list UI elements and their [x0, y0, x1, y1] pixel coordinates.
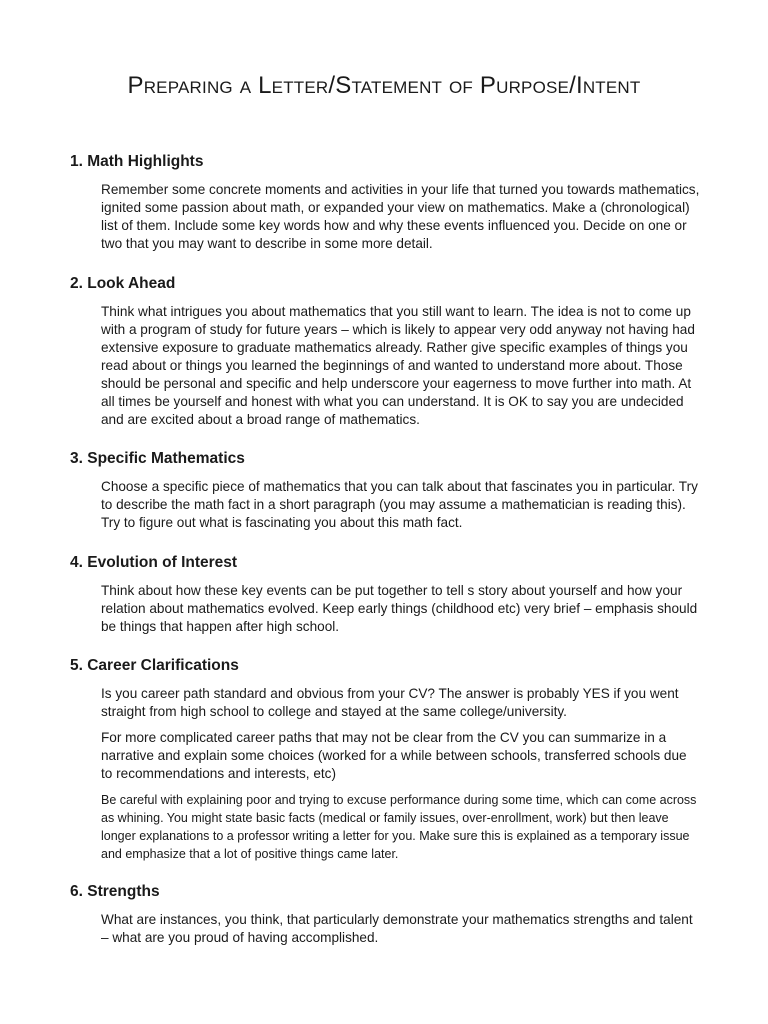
document-title: Preparing a Letter/Statement of Purpose/Intent [127, 72, 641, 99]
section-evolution-of-interest [0, 554, 768, 636]
section-paragraph: For more complicated career paths that may not be clear from the CV you can summarize in a narrative and explain some choices (worked for a while between schools, transferred schools due to recommendations and interests, etc) [101, 730, 687, 781]
section-career-clarifications [0, 657, 768, 863]
section-heading: 1. Math Highlights [70, 153, 204, 170]
section-paragraph: Remember some concrete moments and activities in your life that turned you towards mathematics, ignited some passion about math, or expanded your view on mathematics. Make a (chronological) list of them. Include some key words how and why these events influenced you. Decide on one or two that you may want to describe in some more detail. [101, 182, 700, 251]
section-specific-mathematics [0, 450, 768, 532]
section-heading: 5. Career Clarifications [70, 657, 239, 674]
section-heading: 3. Specific Mathematics [70, 450, 245, 467]
section-paragraph: Think what intrigues you about mathematics that you still want to learn. The idea is not to come up with a program of study for future years – which is likely to appear very odd anyway not having had extensive exposure to graduate mathematics already. Rather give specific examples of things you read about or things you learned the beginnings of and wanted to understand more about. Those should be personal and specific and help underscore your eagerness to move further into math. At all times be yourself and honest with what you can understand. It is OK to say you are undecided and are excited about a broad range of mathematics. [101, 304, 695, 427]
section-heading: 2. Look Ahead [70, 275, 176, 292]
section-heading: 6. Strengths [70, 883, 160, 900]
section-strengths [0, 883, 768, 947]
section-math-highlights [0, 153, 768, 253]
section-paragraph: Think about how these key events can be put together to tell s story about yourself and how your relation about mathematics evolved. Keep early things (childhood etc) very brief – emphasis should be things that happen after high school. [101, 583, 698, 634]
section-heading: 4. Evolution of Interest [70, 554, 238, 571]
section-paragraph: What are instances, you think, that particularly demonstrate your mathematics strengths and talent – what are you proud of having accomplished. [101, 912, 693, 945]
section-paragraph: Is you career path standard and obvious from your CV? The answer is probably YES if you went straight from high school to college and stayed at the same college/university. [101, 686, 679, 719]
section-paragraph: Choose a specific piece of mathematics that you can talk about that fascinates you in particular. Try to describe the math fact in a short paragraph (you may assume a mathematician is reading this). Try to figure out what is fascinating you about this math fact. [101, 479, 698, 530]
section-paragraph: Be careful with explaining poor and trying to excuse performance during some time, which can come across as whining. You might state basic facts (medical or family issues, over-enrollment, work) but then leave longer explanations to a professor writing a letter for you. Make sure this is explained as a temporary issue and emphasize that a lot of positive things came later. [101, 793, 697, 861]
section-look-ahead [0, 275, 768, 429]
